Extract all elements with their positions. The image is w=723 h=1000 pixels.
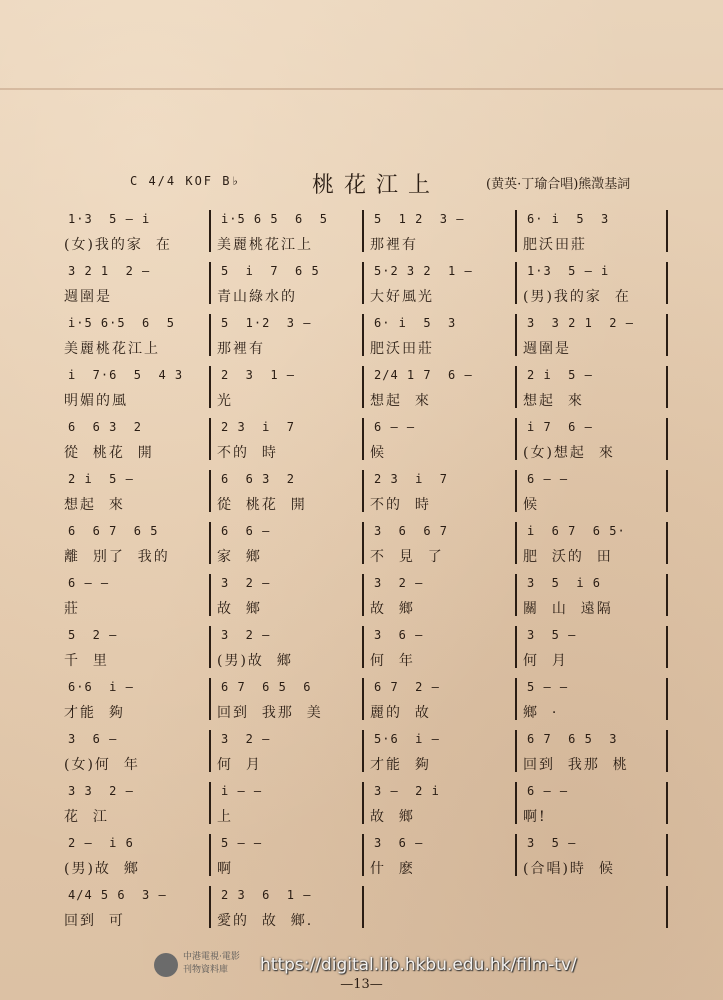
measure [364, 884, 517, 936]
song-credit: (黄英·丁瑜合唱)熊澂基詞 [486, 177, 631, 192]
measure [211, 364, 364, 416]
measure-notes: 3 5 i 6 [527, 576, 602, 590]
measure-lyrics: 肥 沃的 田 [523, 549, 613, 565]
measure-lyrics: 關 山 遠隔 [523, 601, 613, 617]
bar-line [515, 314, 517, 356]
score-row [58, 728, 670, 780]
measure-notes: 5 — — [527, 680, 569, 694]
bar-line [362, 678, 364, 720]
measure-lyrics: 不的 時 [370, 497, 431, 513]
measure-notes: 6 — — [68, 576, 110, 590]
measure [58, 364, 211, 416]
measure [364, 364, 517, 416]
measure-notes: 6 6 3 2 [68, 420, 143, 434]
score-row [58, 780, 670, 832]
bar-line [515, 678, 517, 720]
measure-notes: 5·6 i — [374, 732, 440, 746]
measure-lyrics: 週圍是 [64, 289, 112, 305]
bar-line [209, 366, 211, 408]
bar-line [515, 418, 517, 460]
measure-notes: 1·3 5 — i [527, 264, 610, 278]
measure [58, 520, 211, 572]
measure-notes: 2 3 6 1 — [221, 888, 312, 902]
measure-lyrics: 想起 來 [64, 497, 125, 513]
measure-notes: 3 5 — [527, 836, 577, 850]
page-number: —13— [340, 977, 383, 992]
bar-line [515, 262, 517, 304]
bar-line [209, 574, 211, 616]
measure [211, 520, 364, 572]
bar-line [362, 886, 364, 928]
bar-line [362, 834, 364, 876]
measure-notes: 3 2 — [374, 576, 424, 590]
measure-lyrics: 明媚的風 [64, 393, 128, 409]
measure [364, 312, 517, 364]
measure-lyrics: 啊 [217, 861, 233, 877]
bar-line [666, 470, 668, 512]
measure-lyrics: 才能 夠 [370, 757, 431, 773]
measure-lyrics: 何 月 [217, 757, 262, 773]
bar-line [666, 678, 668, 720]
measure [517, 572, 670, 624]
measure [211, 884, 364, 936]
measure-notes: 3 5 — [527, 628, 577, 642]
measure-lyrics: 家 鄉 [217, 549, 262, 565]
bar-line [666, 314, 668, 356]
score-row [58, 364, 670, 416]
measure-lyrics: 千 里 [64, 653, 109, 669]
score-row [58, 624, 670, 676]
measure-notes: 3 6 — [374, 836, 424, 850]
measure-notes: i 6 7 6 5· [527, 524, 626, 538]
measure [364, 416, 517, 468]
measure-lyrics: 不的 時 [217, 445, 278, 461]
bar-line [515, 210, 517, 252]
measure-notes: 6 7 6 5 3 [527, 732, 618, 746]
library-logo-icon [154, 953, 178, 977]
measure [517, 312, 670, 364]
measure-notes: 5·2 3 2 1 — [374, 264, 473, 278]
measure-lyrics: 肥沃田莊 [370, 341, 434, 357]
measure [211, 312, 364, 364]
measure [364, 260, 517, 312]
measure-notes: 6 7 6 5 6 [221, 680, 312, 694]
measure-notes: 5 1·2 3 — [221, 316, 312, 330]
measure [58, 624, 211, 676]
bar-line [209, 834, 211, 876]
measure [58, 416, 211, 468]
key-signature: C 4/4 KOF B♭ [130, 174, 241, 188]
measure-lyrics: 青山綠水的 [217, 289, 297, 305]
measure-lyrics: 那裡有 [370, 237, 418, 253]
measure-lyrics: (男)故 鄉 [64, 861, 140, 877]
measure [517, 260, 670, 312]
measure-lyrics: 肥沃田莊 [523, 237, 587, 253]
measure-notes: 5 2 — [68, 628, 118, 642]
measure-lyrics: 美麗桃花江上 [64, 341, 160, 357]
measure-notes: 2 — i 6 [68, 836, 134, 850]
measure-lyrics: 候 [370, 445, 386, 461]
measure-notes: 2 3 i 7 [374, 472, 449, 486]
measure [517, 624, 670, 676]
song-title: 桃花江上 [312, 173, 441, 198]
measure-lyrics: (男)我的家 在 [523, 289, 631, 305]
measure-lyrics: 啊! [523, 809, 547, 825]
measure-notes: 6 6 — [221, 524, 271, 538]
measure [211, 832, 364, 884]
measure [58, 260, 211, 312]
logo-text-line-2: 刊物資料庫 [183, 965, 229, 975]
bar-line [666, 418, 668, 460]
measure-lyrics: 鄉 · [523, 705, 559, 721]
measure [517, 832, 670, 884]
measure-lyrics: 才能 夠 [64, 705, 125, 721]
measure-notes: 6 — — [374, 420, 416, 434]
watermark-url[interactable]: https://digital.lib.hkbu.edu.hk/film-tv/ [260, 955, 577, 975]
bar-line [666, 886, 668, 928]
measure-notes: 3 2 — [221, 732, 271, 746]
measure-lyrics: 故 鄉 [370, 809, 415, 825]
measure [58, 468, 211, 520]
measure-lyrics: 回到 我那 桃 [523, 757, 629, 773]
measure-notes: 5 — — [221, 836, 263, 850]
measure-lyrics: 光 [217, 393, 233, 409]
measure-notes: 3 3 2 — [68, 784, 134, 798]
measure-notes: 2 3 1 — [221, 368, 296, 382]
bar-line [515, 730, 517, 772]
measure [517, 208, 670, 260]
measure-notes: i — — [221, 784, 263, 798]
bar-line [209, 418, 211, 460]
library-logo-text [183, 951, 240, 977]
bar-line [666, 782, 668, 824]
measure-lyrics: (女)何 年 [64, 757, 140, 773]
measure-lyrics: 愛的 故 鄉. [217, 913, 314, 929]
bar-line [209, 210, 211, 252]
measure-lyrics: 上 [217, 809, 233, 825]
score-row [58, 884, 670, 936]
measure [58, 676, 211, 728]
bar-line [209, 314, 211, 356]
measure-notes: 3 3 2 1 2 — [527, 316, 634, 330]
measure-lyrics: 週圍是 [523, 341, 571, 357]
bar-line [362, 782, 364, 824]
measure-lyrics: (女)我的家 在 [64, 237, 172, 253]
measure-notes: 6 7 2 — [374, 680, 440, 694]
measure-notes: 3 6 — [68, 732, 118, 746]
bar-line [209, 522, 211, 564]
measure [58, 884, 211, 936]
bar-line [362, 470, 364, 512]
measure [211, 676, 364, 728]
bar-line [666, 262, 668, 304]
measure [517, 728, 670, 780]
measure [58, 832, 211, 884]
measure [211, 468, 364, 520]
bar-line [666, 366, 668, 408]
measure [58, 312, 211, 364]
measure [517, 676, 670, 728]
bar-line [362, 314, 364, 356]
measure-lyrics: (女)想起 來 [523, 445, 615, 461]
bar-line [515, 782, 517, 824]
bar-line [666, 834, 668, 876]
measure [364, 572, 517, 624]
bar-line [515, 574, 517, 616]
measure [211, 624, 364, 676]
bar-line [362, 626, 364, 668]
measure-lyrics: 大好風光 [370, 289, 434, 305]
score-row [58, 572, 670, 624]
measure-lyrics: 想起 來 [370, 393, 431, 409]
bar-line [362, 418, 364, 460]
bar-line [209, 730, 211, 772]
measure-lyrics: 候 [523, 497, 539, 513]
measure-notes: 5 i 7 6 5 [221, 264, 320, 278]
measure-lyrics: 從 桃花 開 [64, 445, 154, 461]
measure-notes: 4/4 5 6 3 — [68, 888, 167, 902]
measure-lyrics: 回到 我那 美 [217, 705, 323, 721]
measure-notes: 6 6 3 2 [221, 472, 296, 486]
measure-lyrics: 故 鄉 [217, 601, 262, 617]
measure [364, 676, 517, 728]
measure-lyrics: 美麗桃花江上 [217, 237, 313, 253]
measure [517, 364, 670, 416]
measure [58, 572, 211, 624]
measure-notes: 3 2 — [221, 576, 271, 590]
measure [517, 780, 670, 832]
measure-notes: 1·3 5 — i [68, 212, 151, 226]
measure [211, 572, 364, 624]
measure-notes: 6· i 5 3 [374, 316, 457, 330]
measure-lyrics: 回到 可 [64, 913, 125, 929]
measure-notes: 6·6 i — [68, 680, 134, 694]
measure [58, 780, 211, 832]
measure [58, 728, 211, 780]
measure [364, 520, 517, 572]
logo-text-line-1: 中港電視·電影 [183, 952, 240, 962]
measure [211, 780, 364, 832]
measure [211, 728, 364, 780]
bar-line [515, 522, 517, 564]
measure [58, 208, 211, 260]
bar-line [209, 782, 211, 824]
measure [364, 832, 517, 884]
measure-notes: 3 6 — [374, 628, 424, 642]
score-row [58, 416, 670, 468]
bar-line [362, 210, 364, 252]
measure-lyrics: 莊 [64, 601, 80, 617]
score-row [58, 312, 670, 364]
measure-lyrics: 何 月 [523, 653, 568, 669]
bar-line [666, 730, 668, 772]
measure-lyrics: 那裡有 [217, 341, 265, 357]
measure-notes: 6 — — [527, 472, 569, 486]
measure [517, 520, 670, 572]
measure-notes: i 7·6 5 4 3 [68, 368, 184, 382]
bar-line [515, 366, 517, 408]
measure-notes: 2 i 5 — [527, 368, 593, 382]
measure-lyrics: 離 別了 我的 [64, 549, 170, 565]
bar-line [515, 626, 517, 668]
measure-lyrics: 想起 來 [523, 393, 584, 409]
measure-notes: i·5 6 5 6 5 [221, 212, 328, 226]
measure-lyrics: 故 鄉 [370, 601, 415, 617]
measure-notes: 6· i 5 3 [527, 212, 610, 226]
measure [517, 416, 670, 468]
measure [517, 468, 670, 520]
measure [211, 208, 364, 260]
measure [517, 884, 670, 936]
bar-line [362, 522, 364, 564]
measure [364, 728, 517, 780]
measure-notes: 5 1 2 3 — [374, 212, 465, 226]
measure-lyrics: 麗的 故 [370, 705, 431, 721]
bar-line [209, 678, 211, 720]
measure-lyrics: 從 桃花 開 [217, 497, 307, 513]
score-row [58, 260, 670, 312]
measure-notes: 2/4 1 7 6 — [374, 368, 473, 382]
bar-line [209, 470, 211, 512]
score-row [58, 468, 670, 520]
measure-notes: 2 i 5 — [68, 472, 134, 486]
measure-lyrics: 什 麽 [370, 861, 415, 877]
measure-notes: i·5 6·5 6 5 [68, 316, 175, 330]
score-row [58, 520, 670, 572]
measure-notes: i 7 6 — [527, 420, 593, 434]
bar-line [209, 262, 211, 304]
bar-line [362, 574, 364, 616]
measure-notes: 3 2 1 2 — [68, 264, 151, 278]
measure-notes: 3 6 6 7 [374, 524, 449, 538]
measure-lyrics: 花 江 [64, 809, 109, 825]
bar-line [209, 626, 211, 668]
bar-line [666, 574, 668, 616]
bar-line [362, 262, 364, 304]
bar-line [666, 626, 668, 668]
bar-line [666, 522, 668, 564]
score-row [58, 676, 670, 728]
measure-notes: 3 2 — [221, 628, 271, 642]
measure-notes: 3 — 2 i [374, 784, 440, 798]
measure [364, 468, 517, 520]
bar-line [362, 730, 364, 772]
measure [364, 208, 517, 260]
bar-line [209, 886, 211, 928]
measure-lyrics: (合唱)時 候 [523, 861, 615, 877]
measure-lyrics: (男)故 鄉 [217, 653, 293, 669]
measure [211, 260, 364, 312]
bar-line [362, 366, 364, 408]
measure [211, 416, 364, 468]
measure-notes: 2 3 i 7 [221, 420, 296, 434]
score-row [58, 208, 670, 260]
measure-lyrics: 不 見 了 [370, 549, 444, 565]
bar-line [515, 834, 517, 876]
measure-notes: 6 — — [527, 784, 569, 798]
measure-notes: 6 6 7 6 5 [68, 524, 159, 538]
bar-line [515, 470, 517, 512]
measure [364, 624, 517, 676]
measure [364, 780, 517, 832]
bar-line [666, 210, 668, 252]
measure-lyrics: 何 年 [370, 653, 415, 669]
score-row [58, 832, 670, 884]
